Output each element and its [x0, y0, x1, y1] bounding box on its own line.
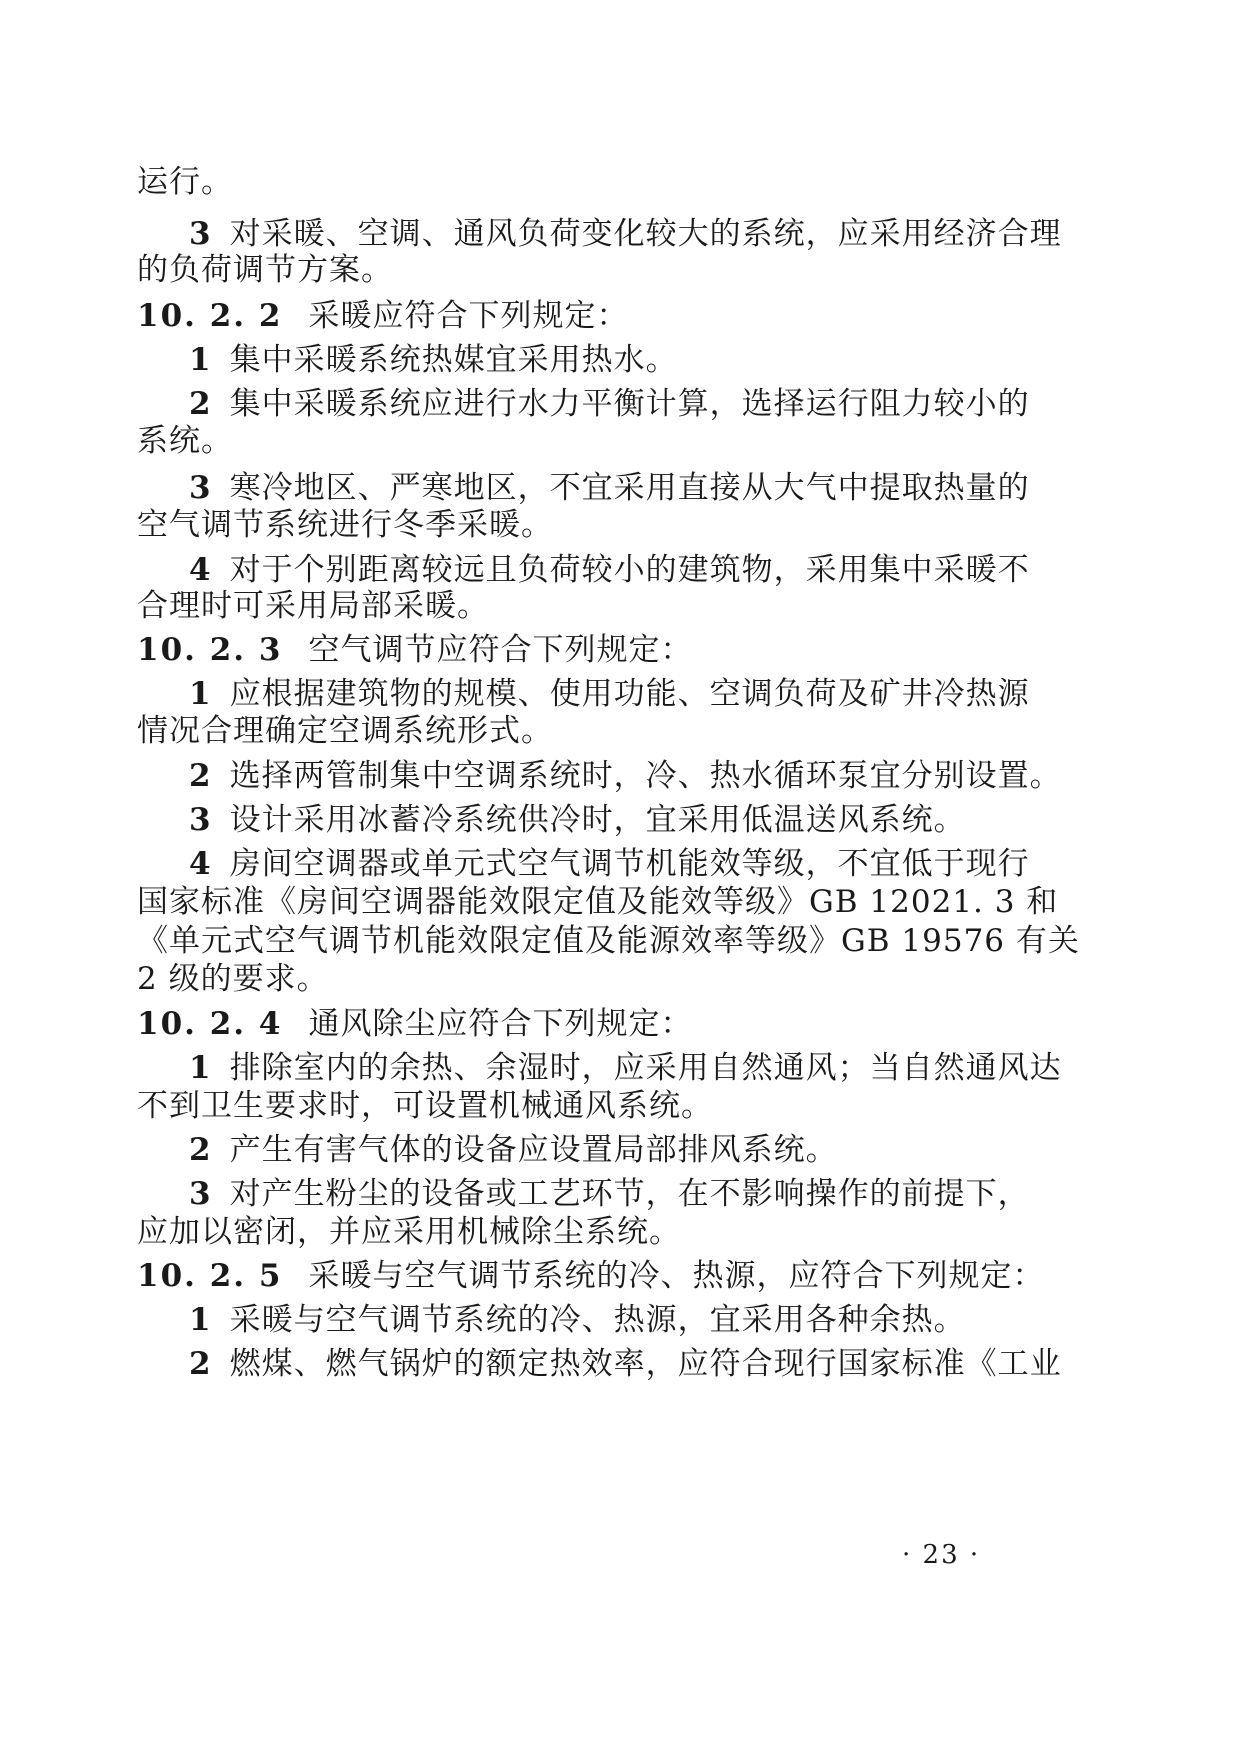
clause-number: 10. 2. 5: [137, 1258, 283, 1294]
list-item: 2 燃煤、燃气锅炉的额定热效率，应符合现行国家标准《工业: [189, 1346, 1062, 1382]
item-number: 3: [189, 216, 212, 252]
list-item: 1 应根据建筑物的规模、使用功能、空调负荷及矿井冷热源: [189, 676, 1030, 712]
text-line: 2 级的要求。: [137, 961, 329, 997]
list-item: 1 集中采暖系统热媒宜采用热水。: [189, 342, 678, 378]
item-number: 1: [189, 342, 212, 378]
item-number: 4: [189, 846, 212, 882]
list-item: 3 寒冷地区、严寒地区，不宜采用直接从大气中提取热量的: [189, 470, 1030, 506]
clause-heading: 10. 2. 5 采暖与空气调节系统的冷、热源，应符合下列规定：: [137, 1258, 1045, 1294]
clause-number: 10. 2. 2: [137, 298, 283, 334]
clause-number: 10. 2. 3: [137, 632, 283, 668]
list-item: 3 设计采用冰蓄冷系统供冷时，宜采用低温送风系统。: [189, 802, 966, 838]
item-number: 3: [189, 802, 212, 838]
clause-heading: 10. 2. 3 空气调节应符合下列规定：: [137, 632, 693, 668]
list-item: 3 对采暖、空调、通风负荷变化较大的系统，应采用经济合理: [189, 216, 1062, 252]
list-item: 1 排除室内的余热、余湿时，应采用自然通风；当自然通风达: [189, 1050, 1062, 1086]
item-number: 4: [189, 552, 212, 588]
item-number: 3: [189, 1176, 212, 1212]
item-number: 1: [189, 1302, 212, 1338]
text-line: 的负荷调节方案。: [137, 252, 393, 288]
item-number: 1: [189, 1050, 212, 1086]
text-line: 运行。: [137, 164, 233, 200]
item-number: 2: [189, 1346, 212, 1382]
list-item: 2 产生有害气体的设备应设置局部排风系统。: [189, 1132, 838, 1168]
text-line: 情况合理确定空调系统形式。: [137, 713, 553, 749]
text-line: 合理时可采用局部采暖。: [137, 588, 489, 624]
item-number: 2: [189, 386, 212, 422]
clause-number: 10. 2. 4: [137, 1006, 283, 1042]
text-line: 空气调节系统进行冬季采暖。: [137, 507, 553, 543]
list-item: 2 集中采暖系统应进行水力平衡计算，选择运行阻力较小的: [189, 386, 1030, 422]
list-item: 4 对于个别距离较远且负荷较小的建筑物，采用集中采暖不: [189, 552, 1030, 588]
list-item: 2 选择两管制集中空调系统时，冷、热水循环泵宜分别设置。: [189, 758, 1062, 794]
list-item: 1 采暖与空气调节系统的冷、热源，宜采用各种余热。: [189, 1302, 966, 1338]
item-number: 3: [189, 470, 212, 506]
item-number: 2: [189, 758, 212, 794]
list-item: 4 房间空调器或单元式空气调节机能效等级，不宜低于现行: [189, 846, 1030, 882]
page-number: · 23 ·: [902, 1540, 981, 1570]
text-line: 系统。: [137, 423, 233, 459]
item-number: 1: [189, 676, 212, 712]
text-line: 应加以密闭，并应采用机械除尘系统。: [137, 1214, 681, 1250]
item-number: 2: [189, 1132, 212, 1168]
list-item: 3 对产生粉尘的设备或工艺环节，在不影响操作的前提下，: [189, 1176, 1030, 1212]
text-line: 国家标准《房间空调器能效限定值及能效等级》GB 12021. 3 和: [137, 884, 1059, 920]
clause-heading: 10. 2. 2 采暖应符合下列规定：: [137, 298, 629, 334]
clause-heading: 10. 2. 4 通风除尘应符合下列规定：: [137, 1006, 693, 1042]
text-line: 《单元式空气调节机能效限定值及能源效率等级》GB 19576 有关: [137, 923, 1080, 959]
text-line: 不到卫生要求时，可设置机械通风系统。: [137, 1088, 713, 1124]
